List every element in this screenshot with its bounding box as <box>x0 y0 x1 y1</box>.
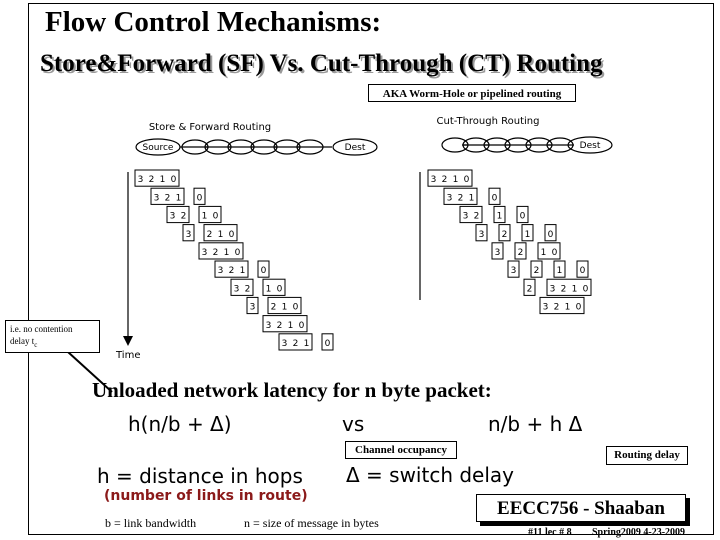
flit-label: 0 <box>298 320 305 331</box>
course-label: EECC756 - Shaaban <box>476 494 686 522</box>
flit-label: 0 <box>575 302 582 313</box>
channel-occupancy-label: Channel occupancy <box>345 441 457 459</box>
flit-label: 0 <box>579 266 586 277</box>
flit-label: 1 <box>239 266 246 277</box>
flit-label: 3 <box>446 193 453 204</box>
flit-label: 0 <box>170 175 177 186</box>
flit-label: 3 <box>201 248 208 258</box>
flit-label: 3 <box>137 175 144 186</box>
sf-diagram <box>115 122 377 361</box>
flit-label: 3 <box>265 320 272 331</box>
flit-label: 3 <box>549 284 556 295</box>
hops-definition: h = distance in hops <box>97 464 303 488</box>
flit-label: 0 <box>196 193 203 204</box>
flit-label: 1 <box>496 211 503 222</box>
flit-label: 3 <box>542 302 549 313</box>
flit-label: 1 <box>556 266 563 277</box>
flit-label: 2 <box>276 320 283 331</box>
no-contention-text: i.e. no contention <box>10 324 73 334</box>
flit-label: 1 <box>564 302 571 313</box>
time-label: Time <box>116 350 141 361</box>
flit-label: 0 <box>463 175 470 186</box>
flit-label: 1 <box>281 302 288 313</box>
flit-label: 2 <box>180 211 187 222</box>
flit-label: 1 <box>217 229 224 240</box>
flit-label: 2 <box>164 193 171 204</box>
flit-label: 1 <box>452 175 459 186</box>
flit-label: 2 <box>270 302 277 313</box>
switch-delay-definition: Δ = switch delay <box>346 463 515 487</box>
aka-label: AKA Worm-Hole or pipelined routing <box>368 84 576 102</box>
links-in-route-note: (number of links in route) <box>104 488 308 504</box>
flit-label: 1 <box>159 175 166 186</box>
flit-label: 2 <box>533 266 540 277</box>
flit-label: 2 <box>212 248 219 258</box>
flit-label: 1 <box>468 193 475 204</box>
flit-label: 2 <box>501 229 508 240</box>
flit-label: 0 <box>551 248 558 258</box>
flit-label: 3 <box>185 229 192 240</box>
flit-label: 1 <box>175 193 182 204</box>
flit-label: 2 <box>560 284 567 295</box>
slide-number: #11 lec # 8 <box>528 527 572 538</box>
latency-heading: Unloaded network latency for n byte packet: <box>92 378 492 402</box>
flit-label: 3 <box>494 248 501 258</box>
slide-subtitle: Store&Forward (SF) Vs. Cut-Through (CT) Routing <box>40 50 603 77</box>
message-size-definition: n = size of message in bytes <box>244 516 379 530</box>
flit-label: 1 <box>571 284 578 295</box>
flit-label: 3 <box>462 211 469 222</box>
flit-label: 2 <box>244 284 251 295</box>
flit-label: 0 <box>324 339 331 349</box>
flit-label: 2 <box>517 248 524 258</box>
sf-source-label: Source <box>142 143 174 153</box>
flit-label: 3 <box>510 266 517 277</box>
flit-label: 3 <box>430 175 437 186</box>
flit-label: 1 <box>287 320 294 331</box>
flit-label: 0 <box>519 211 526 222</box>
sf-formula: h(n/b + Δ) <box>128 412 232 436</box>
flit-label: 3 <box>281 339 288 349</box>
slide-title: Flow Control Mechanisms: <box>45 6 382 38</box>
flit-label: 3 <box>233 284 240 295</box>
flit-label: 0 <box>582 284 589 295</box>
flit-label: 0 <box>260 266 267 277</box>
flit-label: 3 <box>249 302 256 313</box>
flit-label: 2 <box>441 175 448 186</box>
flit-label: 0 <box>491 193 498 204</box>
flit-label: 2 <box>206 229 213 240</box>
flit-label: 1 <box>265 284 272 295</box>
flit-label: 1 <box>223 248 230 258</box>
ct-title: Cut-Through Routing <box>436 116 540 127</box>
flit-label: 3 <box>169 211 176 222</box>
flit-label: 3 <box>478 229 485 240</box>
no-contention-note <box>5 320 100 353</box>
time-arrow <box>123 336 133 346</box>
bandwidth-definition: b = link bandwidth <box>105 516 197 530</box>
flit-label: 0 <box>276 284 283 295</box>
flit-label: 0 <box>228 229 235 240</box>
flit-label: 2 <box>553 302 560 313</box>
flit-label: 2 <box>457 193 464 204</box>
flit-label: 2 <box>228 266 235 277</box>
flit-label: 0 <box>234 248 241 258</box>
flit-label: 1 <box>540 248 547 258</box>
ct-diagram <box>420 116 612 314</box>
flit-label: 2 <box>292 339 299 349</box>
vs-label: vs <box>342 412 365 436</box>
lecture-date: Spring2009 4-23-2009 <box>592 527 686 538</box>
flit-label: 3 <box>153 193 160 204</box>
flit-label: 1 <box>201 211 208 222</box>
flit-label: 0 <box>547 229 554 240</box>
sf-dest-label: Dest <box>344 143 366 153</box>
flit-label: 1 <box>524 229 531 240</box>
ct-dest-label: Dest <box>579 141 601 151</box>
flit-label: 2 <box>473 211 480 222</box>
flit-label: 3 <box>217 266 224 277</box>
delay-text: delay $t_c$ <box>10 336 38 349</box>
ct-formula: n/b + h Δ <box>488 412 583 436</box>
flit-label: 0 <box>212 211 219 222</box>
flit-label: 2 <box>148 175 155 186</box>
flit-label: 2 <box>526 284 533 295</box>
routing-delay-label: Routing delay <box>606 446 688 465</box>
sf-title: Store & Forward Routing <box>148 122 272 133</box>
flit-label: 0 <box>292 302 299 313</box>
flit-label: 1 <box>303 339 310 349</box>
